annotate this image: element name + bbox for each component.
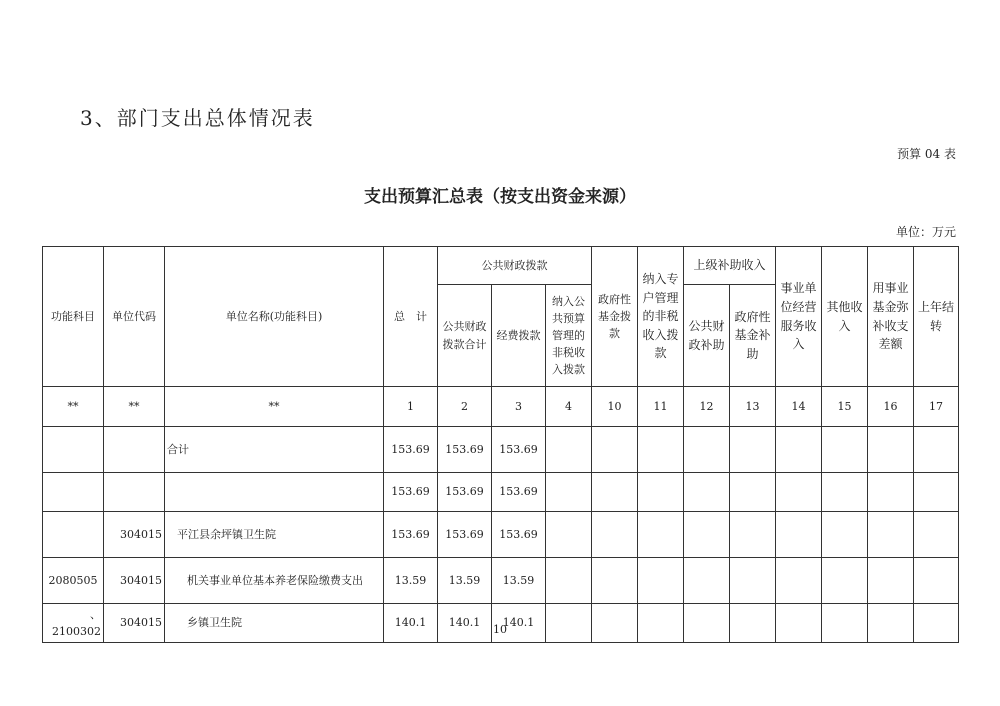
code-cell: 304015	[104, 604, 165, 643]
pf-total-cell: 153.69	[438, 473, 492, 512]
index-cell: **	[165, 387, 384, 427]
total-cell: 153.69	[384, 473, 438, 512]
expense-cell: 153.69	[492, 512, 546, 558]
page-number: 10	[493, 623, 507, 636]
total-cell: 153.69	[384, 512, 438, 558]
header-func-subject: 功能科目	[43, 247, 104, 387]
header-nontax-budget: 纳入公共预算管理的非税收入拨款	[546, 285, 592, 387]
name-cell: 机关事业单位基本养老保险缴费支出	[165, 558, 384, 604]
name-cell: 乡镇卫生院	[165, 604, 384, 643]
form-number: 预算 04 表	[897, 147, 956, 161]
header-special-nontax: 纳入专户管理的非税收入拨款	[638, 247, 684, 387]
index-cell: 14	[776, 387, 822, 427]
func-cell: 、2100302	[43, 604, 104, 643]
pf-total-cell: 13.59	[438, 558, 492, 604]
index-cell: 15	[822, 387, 868, 427]
unit-label: 单位：万元	[895, 225, 956, 239]
name-cell: 合计	[165, 427, 384, 473]
header-public-finance-subsidy: 公共财政补助	[684, 285, 730, 387]
header-unit-name: 单位名称(功能科目)	[165, 247, 384, 387]
func-cell: 2080505	[43, 558, 104, 604]
table-row	[43, 473, 959, 512]
expense-cell: 153.69	[492, 427, 546, 473]
code-cell	[104, 427, 165, 473]
table-row	[43, 427, 959, 473]
header-expense-allocation: 经费拨款	[492, 285, 546, 387]
header-public-finance-group: 公共财政拨款	[438, 247, 592, 285]
header-superior-subsidy-group: 上级补助收入	[684, 247, 776, 285]
index-cell: 2	[438, 387, 492, 427]
header-public-finance-total: 公共财政拨款合计	[438, 285, 492, 387]
name-cell: 平江县余坪镇卫生院	[165, 512, 384, 558]
total-cell: 13.59	[384, 558, 438, 604]
index-cell: 1	[384, 387, 438, 427]
index-cell: 16	[868, 387, 914, 427]
code-cell: 304015	[104, 558, 165, 604]
budget-table	[42, 246, 959, 643]
index-cell: 4	[546, 387, 592, 427]
table-row	[43, 558, 959, 604]
column-index-row	[43, 387, 959, 427]
header-unit-code: 单位代码	[104, 247, 165, 387]
section-title: 3、部门支出总体情况表	[80, 106, 315, 130]
pf-total-cell: 153.69	[438, 427, 492, 473]
index-cell: 3	[492, 387, 546, 427]
expense-cell: 153.69	[492, 473, 546, 512]
table-title: 支出预算汇总表（按支出资金来源）	[364, 187, 636, 207]
header-last-year-carry: 上年结转	[914, 247, 959, 387]
index-cell: **	[43, 387, 104, 427]
header-fund-gap: 用事业基金弥补收支差额	[868, 247, 914, 387]
table-row	[43, 512, 959, 558]
header-total: 总 计	[384, 247, 438, 387]
index-cell: **	[104, 387, 165, 427]
header-business-income: 事业单位经营服务收入	[776, 247, 822, 387]
expense-cell: 140.1	[492, 604, 546, 643]
func-cell	[43, 473, 104, 512]
expense-cell: 13.59	[492, 558, 546, 604]
header-gov-fund-subsidy: 政府性基金补助	[730, 285, 776, 387]
name-cell	[165, 473, 384, 512]
code-cell: 304015	[104, 512, 165, 558]
index-cell: 11	[638, 387, 684, 427]
total-cell: 153.69	[384, 427, 438, 473]
header-other-income: 其他收入	[822, 247, 868, 387]
pf-total-cell: 140.1	[438, 604, 492, 643]
index-cell: 13	[730, 387, 776, 427]
func-cell	[43, 427, 104, 473]
index-cell: 17	[914, 387, 959, 427]
total-cell: 140.1	[384, 604, 438, 643]
func-cell	[43, 512, 104, 558]
code-cell	[104, 473, 165, 512]
index-cell: 12	[684, 387, 730, 427]
index-cell: 10	[592, 387, 638, 427]
header-gov-fund: 政府性基金拨款	[592, 247, 638, 387]
pf-total-cell: 153.69	[438, 512, 492, 558]
